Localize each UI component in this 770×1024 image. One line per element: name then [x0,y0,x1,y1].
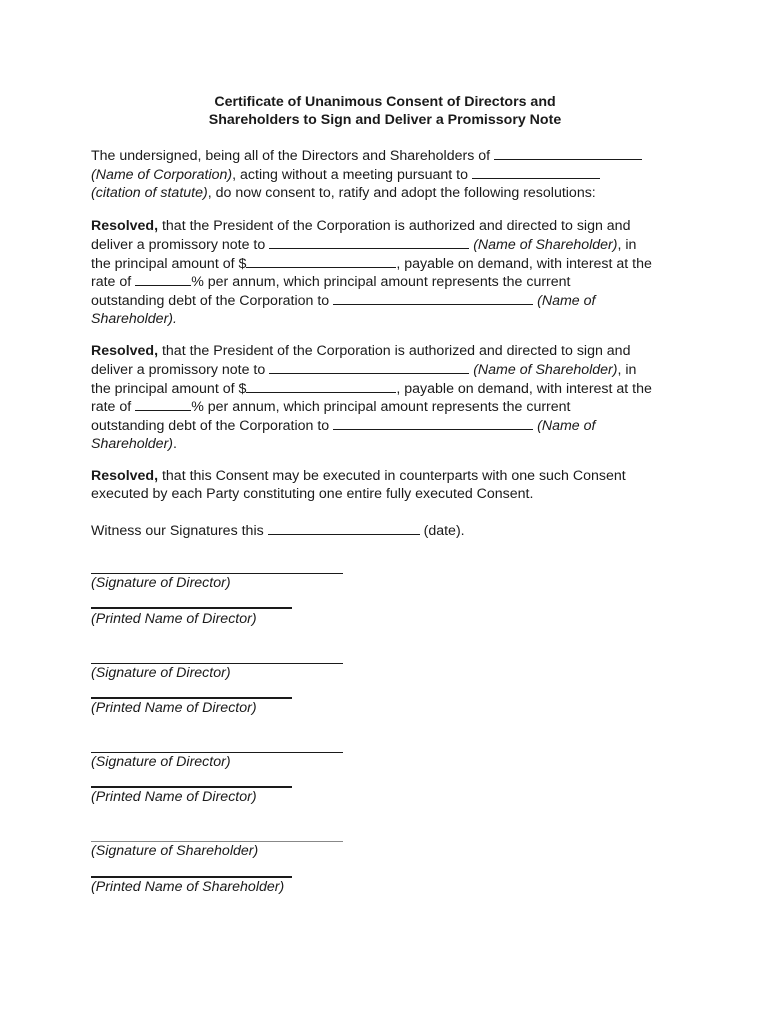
intro-text: , do now consent to, ratify and adopt the following resolutions: [207,184,596,201]
intro-text: , acting without a meeting pursuant to [232,166,468,183]
corporation-name-blank[interactable] [494,147,642,160]
shareholder-name-label: (Name of [537,418,596,435]
resolution-text: , in [617,236,637,253]
director-printed-name-label: (Printed Name of Director) [91,611,257,627]
director-signature-line[interactable] [91,752,343,753]
statute-blank[interactable] [472,166,600,179]
resolution-text: , payable on demand, with interest at the [396,380,652,397]
resolution-text: % per annum, which principal amount represents the current [191,399,571,416]
shareholder-name-label: (Name of [537,293,596,310]
director-printed-name-line[interactable] [91,697,292,699]
date-blank[interactable] [268,522,420,535]
resolution-text: executed by each Party constituting one entire fully executed Consent. [91,485,534,502]
intro-paragraph [91,147,691,202]
director-signature-label: (Signature of Director) [91,754,231,770]
director-signature-line[interactable] [91,663,343,664]
shareholder-printed-name-label: (Printed Name of Shareholder) [91,879,285,895]
witness-text: Witness our Signatures this [91,523,264,539]
director-printed-name-label: (Printed Name of Director) [91,700,257,716]
interest-rate-blank[interactable] [135,273,191,286]
resolution-text: the principal amount of $ [91,255,247,272]
resolution-1 [91,218,691,329]
shareholder-printed-name-line[interactable] [91,876,292,878]
resolved-label: Resolved, [91,218,159,234]
title-line-2: Shareholders to Sign and Deliver a Promissory Note [208,112,562,128]
resolved-label: Resolved, [91,343,159,359]
resolution-text: % per annum, which principal amount represents the current [191,274,571,291]
resolved-label: Resolved, [91,468,159,484]
principal-amount-blank[interactable] [246,380,396,393]
resolution-text: deliver a promissory note to [91,361,266,378]
shareholder-name-label: Shareholder) [91,435,174,452]
date-label: (date). [423,523,465,539]
resolution-text: rate of [91,274,132,291]
resolution-text: , payable on demand, with interest at the [396,255,652,272]
resolution-text: deliver a promissory note to [91,236,266,253]
resolution-text: that the President of the Corporation is authorized and directed to sign and [158,343,631,359]
corporation-name-label: (Name of Corporation) [91,166,233,183]
document-title [0,93,770,129]
director-printed-name-label: (Printed Name of Director) [91,789,257,805]
title-line-1: Certificate of Unanimous Consent of Directors and [214,94,556,110]
statute-label: (citation of statute) [91,184,208,201]
interest-rate-blank[interactable] [135,398,191,411]
director-printed-name-line[interactable] [91,786,292,788]
intro-text: The undersigned, being all of the Directors and Shareholders of [91,148,491,164]
shareholder-name-blank[interactable] [333,292,533,305]
witness-line [91,522,691,541]
resolution-text: that the President of the Corporation is authorized and directed to sign and [158,218,631,234]
resolution-text: outstanding debt of the Corporation to [91,418,330,435]
shareholder-signature-line[interactable] [91,841,343,842]
resolution-text: , in [617,361,637,378]
shareholder-name-label: Shareholder). [91,310,177,327]
director-signature-line[interactable] [91,573,343,574]
resolution-text: . [173,435,177,452]
director-printed-name-line[interactable] [91,607,292,609]
shareholder-signature-label: (Signature of Shareholder) [91,843,259,859]
director-signature-label: (Signature of Director) [91,665,231,681]
director-signature-label: (Signature of Director) [91,575,231,591]
resolution-text: the principal amount of $ [91,380,247,397]
shareholder-name-label: (Name of Shareholder) [473,361,618,378]
shareholder-name-blank[interactable] [333,417,533,430]
resolution-2 [91,343,691,454]
shareholder-name-blank[interactable] [269,236,469,249]
shareholder-name-blank[interactable] [269,361,469,374]
resolution-text: outstanding debt of the Corporation to [91,293,330,310]
resolution-text: that this Consent may be executed in counterparts with one such Consent [158,468,626,484]
shareholder-name-label: (Name of Shareholder) [473,236,618,253]
resolution-text: rate of [91,399,132,416]
principal-amount-blank[interactable] [246,255,396,268]
resolution-counterparts [91,468,691,504]
